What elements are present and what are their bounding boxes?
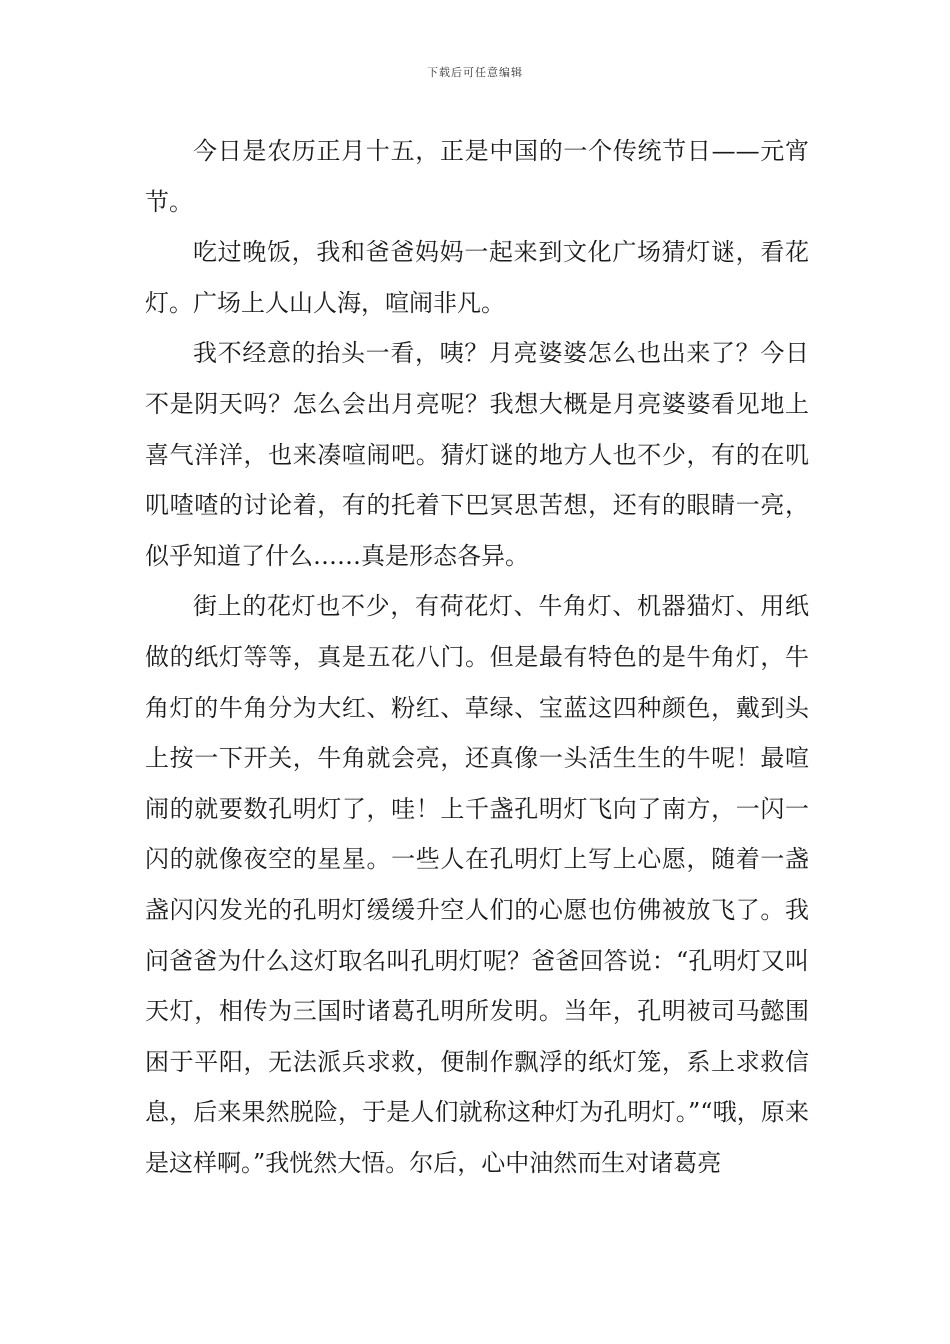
paragraph-2: 吃过晚饭，我和爸爸妈妈一起来到文化广场猜灯谜，看花灯。广场上人山人海，喧闹非凡。 [145, 238, 809, 317]
page-header-note: 下载后可任意编辑 [427, 66, 523, 79]
paragraph-3: 我不经意的抬头一看，咦？月亮婆婆怎么也出来了？今日不是阴天吗？怎么会出月亮呢？我想大概是月亮婆婆看见地上喜气洋洋，也来凑喧闹吧。猜灯谜的地方人也不少，有的在叽叽喳喳的讨论着，有的托着下巴冥思苦想，还有的眼睛一亮，似乎知道了什么……真是形态各异。 [145, 339, 809, 570]
essay-body [145, 126, 809, 1188]
paragraph-4: 街上的花灯也不少，有荷花灯、牛角灯、机器猫灯、用纸做的纸灯等等，真是五花八门。但是最有特色的是牛角灯，牛角灯的牛角分为大红、粉红、草绿、宝蓝这四种颜色，戴到头上按一下开关，牛角就会亮，还真像一头活生生的牛呢！最喧闹的就要数孔明灯了，哇！上千盏孔明灯飞向了南方，一闪一闪的就像夜空的星星。一些人在孔明灯上写上心愿，随着一盏盏闪闪发光的孔明灯缓缓升空人们的心愿也仿佛被放飞了。我问爸爸为什么这灯取名叫孔明灯呢？爸爸回答说：“孔明灯又叫天灯，相传为三国时诸葛孔明所发明。当年，孔明被司马懿围困于平阳，无法派兵求救，便制作飘浮的纸灯笼，系上求救信息，后来果然脱险，于是人们就称这种灯为孔明灯。”“哦，原来是这样啊。”我恍然大悟。尔后，心中油然而生对诸葛亮 [145, 592, 809, 1177]
paragraph-1: 今日是农历正月十五，正是中国的一个传统节日——元宵节。 [145, 137, 809, 216]
